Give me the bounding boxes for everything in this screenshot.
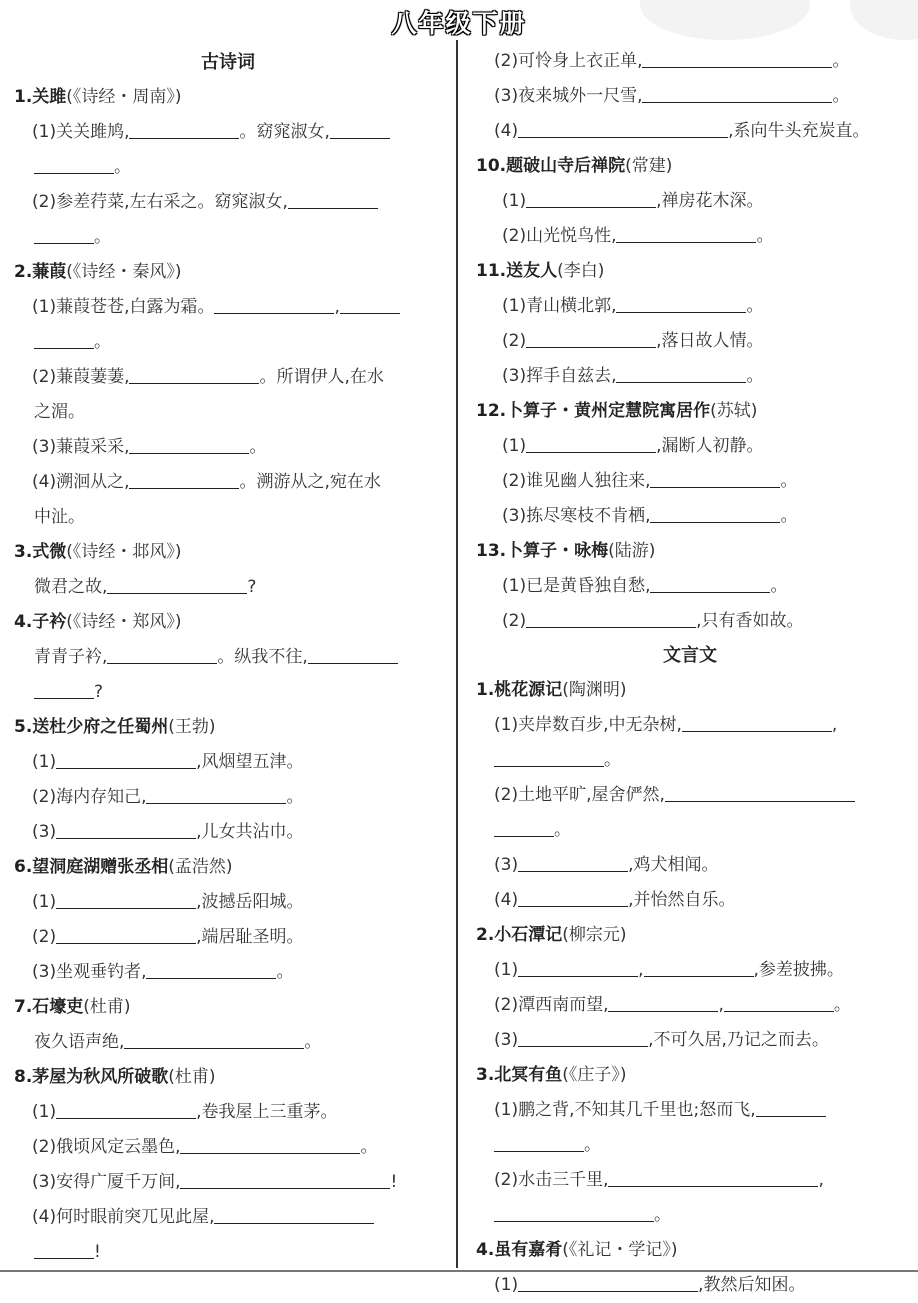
prose-source: (陶渊明) [562,680,627,700]
question-line [476,324,904,359]
answer-blank[interactable] [129,118,239,139]
line-text: ,禅房花木深。 [656,191,764,211]
question-line [14,955,442,990]
question-line [14,815,442,850]
question-line [14,885,442,920]
line-text: ,漏断人初静。 [656,436,764,456]
line-text: 。 [604,750,621,770]
answer-blank[interactable] [56,923,196,944]
prose-name: 1.桃花源记 [476,680,563,700]
line-text: 。窈窕淑女, [239,122,330,142]
question-line [14,220,442,255]
poem-name: 5.送杜少府之任蜀州 [14,717,169,737]
page-title: 八年级下册 [391,9,527,38]
answer-blank[interactable] [146,783,286,804]
line-text: (3)蒹葭采采, [32,437,130,457]
poem-source: (孟浩然) [168,857,233,877]
answer-blank[interactable] [518,956,638,977]
question-line [476,464,904,499]
answer-blank[interactable] [608,1166,818,1187]
line-text: 。纵我不往, [217,647,308,667]
line-text: (1)鹏之背,不知其几千里也;怒而飞, [494,1100,756,1120]
poem-name: 12.卜算子・黄州定慧院寓居作 [476,401,711,421]
poem-title [14,1060,442,1095]
answer-blank[interactable] [494,1201,654,1222]
poem-title [14,710,442,745]
poem-source: (《诗经・郑风》) [66,612,182,632]
question-line [476,848,904,883]
right-column [476,44,904,1303]
poem-source: (常建) [625,156,673,176]
line-text: 。 [304,1032,322,1052]
line-text: 。 [833,995,851,1015]
line-text: (2)参差荇菜,左右采之。窈窕淑女, [32,192,288,212]
answer-blank[interactable] [494,816,554,837]
question-line [14,430,442,465]
line-text: 。 [654,1205,671,1225]
poem-name: 7.石壕吏 [14,997,84,1017]
line-text: ,鸡犬相闻。 [628,855,719,875]
prose-title [476,1233,904,1268]
answer-blank[interactable] [518,851,628,872]
line-text: ? [94,682,104,702]
poem-title [14,255,442,290]
line-text: 。 [770,576,788,596]
line-text: 。 [746,296,764,316]
question-line [476,184,904,219]
answer-blank[interactable] [650,572,770,593]
answer-blank[interactable] [146,958,276,979]
poem-name: 4.子衿 [14,612,67,632]
answer-blank[interactable] [308,643,398,664]
line-text: ,波撼岳阳城。 [196,892,304,912]
question-line [476,429,904,464]
answer-blank[interactable] [526,432,656,453]
line-text: 。溯游从之,宛在水 [239,472,381,492]
question-line [14,1130,442,1165]
answer-blank[interactable] [518,1271,698,1292]
line-text: (2)山光悦鸟性, [502,226,617,246]
line-text: (3) [494,855,519,875]
answer-blank[interactable] [129,363,259,384]
question-line [476,569,904,604]
line-text: (2)谁见幽人独往来, [502,471,651,491]
answer-blank[interactable] [682,711,832,732]
bottom-rule [0,1270,918,1272]
poem-source: (王勃) [168,717,216,737]
answer-blank[interactable] [650,502,780,523]
line-text: (2)潭西南而望, [494,995,609,1015]
line-text: (1)关关雎鸠, [32,122,130,142]
question-line [14,115,442,150]
poem-title [476,394,904,429]
answer-blank[interactable] [56,1098,196,1119]
answer-blank[interactable] [526,187,656,208]
answer-blank[interactable] [665,781,855,802]
line-text: ,参差披拂。 [753,960,844,980]
question-line [14,570,442,605]
answer-blank[interactable] [34,223,94,244]
poem-name: 13.卜算子・咏梅 [476,541,609,561]
answer-blank[interactable] [34,678,94,699]
question-line [14,745,442,780]
poem-title [476,534,904,569]
section-title-classical-prose: 文言文 [663,645,717,666]
line-text: , [831,715,838,735]
line-text: 。 [360,1137,378,1157]
question-line [476,883,904,918]
prose-name: 2.小石潭记 [476,925,563,945]
line-text: ,端居耻圣明。 [196,927,304,947]
answer-blank[interactable] [34,153,114,174]
poem-name: 11.送友人 [476,261,558,281]
question-line [476,743,904,778]
answer-blank[interactable] [494,746,604,767]
answer-blank[interactable] [330,118,390,139]
question-line [476,1163,904,1198]
line-text: 。 [114,157,131,177]
line-text: 。 [780,506,798,526]
line-text: (2) [502,331,527,351]
answer-blank[interactable] [608,991,718,1012]
line-text: (2)土地平旷,屋舍俨然, [494,785,665,805]
poem-name: 6.望洞庭湖赠张丞相 [14,857,169,877]
line-text: 青青子衿, [34,647,108,667]
question-line [14,395,442,430]
line-text: (3)夜来城外一尺雪, [494,86,643,106]
line-text: (2)俄顷风定云墨色, [32,1137,181,1157]
question-line [476,114,904,149]
prose-source: (柳宗元) [562,925,627,945]
question-line [14,920,442,955]
line-text: (2)水击三千里, [494,1170,609,1190]
line-text: (3) [494,1030,519,1050]
question-line [14,325,442,360]
line-text: , [638,960,644,980]
line-text: ,不可久居,乃记之而去。 [648,1030,829,1050]
poem-source: (《诗经・邶风》) [66,542,182,562]
question-line [476,1268,904,1303]
line-text: 。 [94,332,111,352]
left-column [14,46,442,1270]
answer-blank[interactable] [34,1238,94,1259]
question-line [476,1023,904,1058]
prose-name: 3.北冥有鱼 [476,1065,563,1085]
poem-title [14,535,442,570]
question-line [476,988,904,1023]
question-line [476,1093,904,1128]
answer-blank[interactable] [650,467,780,488]
line-text: (1) [32,1102,57,1122]
line-text: ,儿女共沾巾。 [196,822,304,842]
answer-blank[interactable] [616,362,746,383]
line-text: (1)已是黄昏独自愁, [502,576,651,596]
line-text: 。 [286,787,304,807]
answer-blank[interactable] [56,818,196,839]
line-text: 。 [832,51,850,71]
poem-title [14,605,442,640]
line-text: (1)青山横北郭, [502,296,617,316]
line-text: (1) [32,892,57,912]
section-title-ancient-poems: 古诗词 [201,52,255,73]
question-line [14,1235,442,1270]
question-line [14,780,442,815]
poem-name: 1.关雎 [14,87,67,107]
answer-blank[interactable] [494,1131,584,1152]
line-text: (1) [494,1275,519,1295]
question-line [476,44,904,79]
question-line [476,289,904,324]
question-line [14,675,442,710]
line-text: ! [390,1172,398,1192]
answer-blank[interactable] [129,433,249,454]
question-line [476,1128,904,1163]
line-text: ,落日故人情。 [656,331,764,351]
question-line [476,219,904,254]
line-text: 。 [584,1135,601,1155]
answer-blank[interactable] [107,643,217,664]
question-line [14,1095,442,1130]
answer-blank[interactable] [129,468,239,489]
question-line [476,604,904,639]
poem-name: 3.式微 [14,542,67,562]
line-text: (3) [32,822,57,842]
line-text: 。 [554,820,571,840]
line-text: 。 [756,226,774,246]
line-text: 之湄。 [34,402,85,422]
line-text: , [818,1170,824,1190]
line-text: , [718,995,724,1015]
question-line [14,1200,442,1235]
question-line [14,640,442,675]
line-text: 微君之故, [34,577,108,597]
prose-source: (《礼记・学记》) [562,1240,678,1260]
question-line [14,1165,442,1200]
question-line [476,778,904,813]
prose-title [476,1058,904,1093]
line-text: (1)蒹葭苍苍,白露为霜。 [32,297,215,317]
line-text: (1) [502,191,527,211]
question-line [476,953,904,988]
poem-name: 10.题破山寺后禅院 [476,156,626,176]
line-text: (3)坐观垂钓者, [32,962,147,982]
poem-name: 8.茅屋为秋风所破歌 [14,1067,169,1087]
answer-blank[interactable] [288,188,378,209]
question-line [476,79,904,114]
poem-source: (杜甫) [83,997,131,1017]
line-text: 。 [276,962,294,982]
line-text: (2) [32,927,57,947]
line-text: 。 [249,437,267,457]
line-text: 。 [832,86,850,106]
poem-name: 2.蒹葭 [14,262,67,282]
line-text: (3)挥手自兹去, [502,366,617,386]
answer-blank[interactable] [180,1133,360,1154]
line-text: (3)拣尽寒枝不肯栖, [502,506,651,526]
line-text: 夜久语声绝, [34,1032,125,1052]
answer-blank[interactable] [642,47,832,68]
poem-source: (《诗经・秦风》) [66,262,182,282]
question-line [14,360,442,395]
question-line [476,499,904,534]
poem-source: (李白) [557,261,605,281]
line-text: (1) [502,436,527,456]
column-divider [456,40,458,1268]
poem-title [14,80,442,115]
question-line [476,708,904,743]
question-line [476,1198,904,1233]
answer-blank[interactable] [56,888,196,909]
question-line [476,813,904,848]
line-text: ,只有香如故。 [696,611,804,631]
answer-blank[interactable] [724,991,834,1012]
answer-blank[interactable] [34,328,94,349]
poem-source: (杜甫) [168,1067,216,1087]
poem-source: (《诗经・周南》) [66,87,182,107]
answer-blank[interactable] [340,293,400,314]
line-text: ,并怡然自乐。 [628,890,736,910]
answer-blank[interactable] [526,327,656,348]
answer-blank[interactable] [616,292,746,313]
answer-blank[interactable] [616,222,756,243]
line-text: (2) [502,611,527,631]
line-text: 。所谓伊人,在水 [259,367,384,387]
prose-title [476,918,904,953]
page-header [0,4,918,40]
question-line [14,290,442,325]
answer-blank[interactable] [644,956,754,977]
line-text: 。 [746,366,764,386]
prose-name: 4.虽有嘉肴 [476,1240,563,1260]
line-text: 。 [94,227,111,247]
poem-title [14,990,442,1025]
line-text: (1)夹岸数百步,中无杂树, [494,715,682,735]
answer-blank[interactable] [180,1168,390,1189]
question-line [476,359,904,394]
poem-title [476,149,904,184]
answer-blank[interactable] [756,1096,826,1117]
line-text: (3)安得广厦千万间, [32,1172,181,1192]
line-text: ,风烟望五津。 [196,752,304,772]
question-line [14,465,442,500]
line-text: (4) [494,121,519,141]
poem-source: (苏轼) [710,401,758,421]
line-text: (4) [494,890,519,910]
line-text: 中沚。 [34,507,85,527]
poem-source: (陆游) [608,541,656,561]
line-text: 。 [780,471,798,491]
question-line [14,1025,442,1060]
question-line [14,150,442,185]
question-line [14,500,442,535]
prose-source: (《庄子》) [562,1065,627,1085]
prose-title [476,673,904,708]
poem-title [14,850,442,885]
line-text: (2)蒹葭萋萋, [32,367,130,387]
line-text: ! [94,1242,101,1262]
answer-blank[interactable] [526,607,696,628]
line-text: ,卷我屋上三重茅。 [196,1102,338,1122]
line-text: ,系向牛头充炭直。 [728,121,870,141]
answer-blank[interactable] [214,293,334,314]
answer-blank[interactable] [124,1028,304,1049]
line-text: ,教然后知困。 [698,1275,806,1295]
line-text: (1) [32,752,57,772]
answer-blank[interactable] [56,748,196,769]
line-text: ? [247,577,257,597]
answer-blank[interactable] [107,573,247,594]
answer-blank[interactable] [518,1026,648,1047]
line-text: (4)溯洄从之, [32,472,130,492]
poem-title [476,254,904,289]
line-text: , [334,297,340,317]
answer-blank[interactable] [518,117,728,138]
line-text: (1) [494,960,519,980]
answer-blank[interactable] [642,82,832,103]
line-text: (4)何时眼前突兀见此屋, [32,1207,215,1227]
line-text: (2)海内存知己, [32,787,147,807]
answer-blank[interactable] [518,886,628,907]
question-line [14,185,442,220]
answer-blank[interactable] [214,1203,374,1224]
line-text: (2)可怜身上衣正单, [494,51,643,71]
